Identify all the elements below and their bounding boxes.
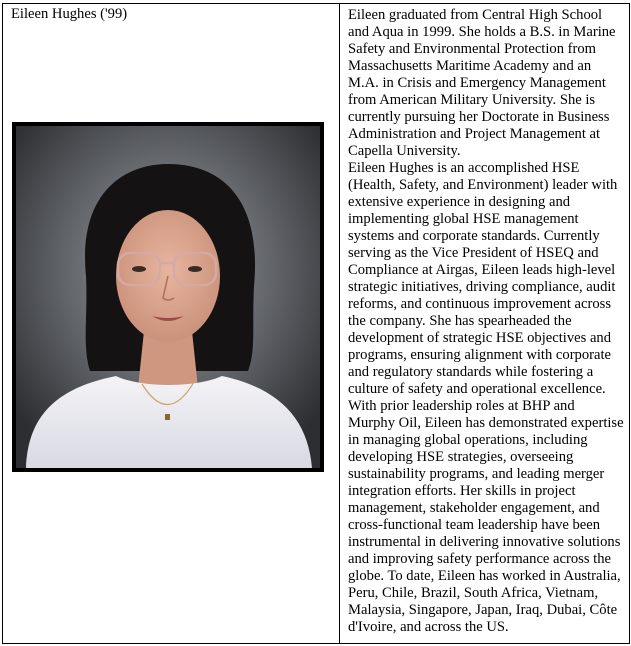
profile-row <box>3 4 630 644</box>
portrait-photo <box>12 122 324 472</box>
portrait-illustration <box>16 126 320 468</box>
profile-table <box>2 3 630 644</box>
bio-text <box>348 7 625 636</box>
bio-paragraph-education: Eileen graduated from Central High School and Aqua in 1999. She holds a B.S. in Marine Safety and Environmental Protection from Massachusetts Maritime Academy and an M.A. in Crisis and Emergency Management from American Military University. She is currently pursuing her Doctorate in Business Administration and Project Management at Capella University. <box>348 7 616 159</box>
profile-name: Eileen Hughes ('99) <box>11 6 128 22</box>
bio-cell <box>340 4 630 644</box>
name-photo-cell <box>3 4 340 644</box>
bio-paragraph-career: Eileen Hughes is an accomplished HSE (Health, Safety, and Environment) leader with extensive experience in designing and implementing global HSE management systems and corporate standards. Currently serving as the Vice President of HSEQ and Compliance at Airgas, Eileen leads high-level strategic initiatives, driving compliance, audit reforms, and continuous improvement across the company. She has spearheaded the development of strategic HSE objectives and programs, ensuring alignment with corporate and regulatory standards while fostering a culture of safety and operational excellence. With prior leadership roles at BHP and Murphy Oil, Eileen has demonstrated expertise in managing global operations, including developing HSE strategies, overseeing sustainability programs, and leading merger integration efforts. Her skills in project management, stakeholder engagement, and cross-functional team leadership have been instrumental in delivering innovative solutions and improving safety performance across the globe. To date, Eileen has worked in Australia, Peru, Chile, Brazil, South Africa, Vietnam, Malaysia, Singapore, Japan, Iraq, Dubai, Côte d'Ivoire, and across the US. <box>348 160 624 635</box>
